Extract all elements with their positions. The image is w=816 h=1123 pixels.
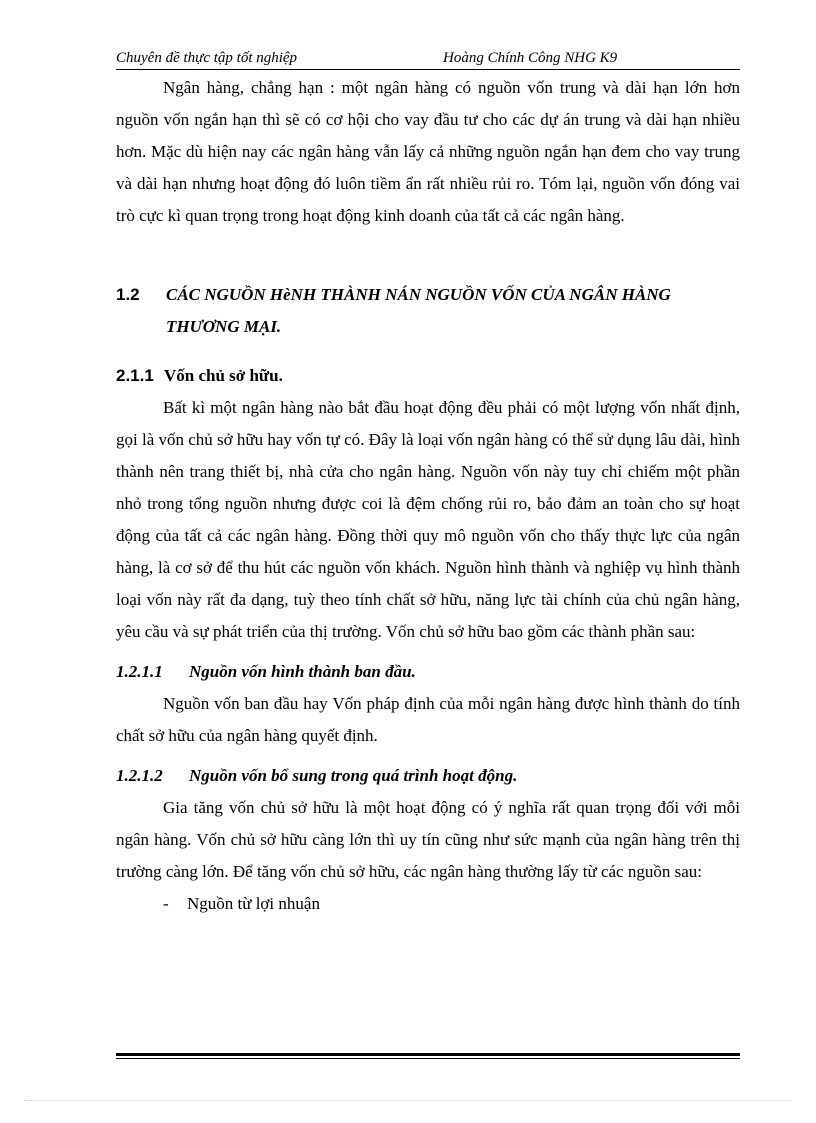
- section-number: 1.2: [116, 285, 140, 304]
- header-rule: [116, 69, 740, 70]
- section-heading-1-2: [116, 279, 740, 343]
- subsubsection-title: Nguồn vốn bổ sung trong quá trình hoạt động.: [189, 766, 518, 785]
- intro-paragraph: Ngân hàng, chẳng hạn : một ngân hàng có nguồn vốn trung và dài hạn lớn hơn nguồn vốn ngắn hạn thì sẽ có cơ hội cho vay đầu tư cho các dự án trung và dài hạn nhiều hơn. Mặc dù hiện nay các ngân hàng vẫn lấy cả những nguồn ngắn hạn đem cho vay trung và dài hạn nhưng hoạt động đó luôn tiềm ẩn rất nhiều rủi ro. Tóm lại, nguồn vốn đóng vai trò cực kì quan trọng trong hoạt động kinh doanh của tất cả các ngân hàng.: [116, 78, 740, 225]
- spacer: [116, 343, 740, 360]
- subsubsection-number: 1.2.1.1: [116, 662, 163, 681]
- page-header: [116, 48, 740, 70]
- header-author: Hoàng Chính Công NHG K9: [443, 50, 618, 66]
- spacer: [116, 648, 740, 656]
- subsubsection-number: 1.2.1.2: [116, 766, 163, 785]
- header-document-title: Chuyên đề thực tập tốt nghiệp: [116, 50, 298, 66]
- subsubsection-heading-1-2-1-1: [116, 656, 740, 688]
- subsection-heading-2-1-1: [116, 360, 740, 392]
- owner-capital-paragraph: Bất kì một ngân hàng nào bắt đầu hoạt động đều phải có một lượng vốn nhất định, gọi là vốn chủ sở hữu hay vốn tự có. Đây là loại vốn ngân hàng có thể sử dụng lâu dài, hình thành nên trang thiết bị, nhà cửa cho ngân hàng. Nguồn vốn này tuy chỉ chiếm một phần nhỏ trong tổng nguồn nhưng được coi là đệm chống rủi ro, bảo đảm an toàn cho sự hoạt động của tất cả các ngân hàng. Đồng thời quy mô nguồn vốn cho thấy thực lực của ngân hàng, là cơ sở để thu hút các nguồn vốn khách. Nguồn hình thành và nghiệp vụ hình thành loại vốn này rất đa dạng, tuỳ theo tính chất sở hữu, năng lực tài chính của chủ ngân hàng, yêu cầu và sự phát triển của thị trường. Vốn chủ sở hữu bao gồm các thành phần sau:: [116, 398, 740, 641]
- subsubsection-heading-1-2-1-2: [116, 760, 740, 792]
- page-content: [116, 72, 740, 920]
- subsection-number: 2.1.1: [116, 366, 154, 385]
- subsection-title: Vốn chủ sở hữu.: [164, 366, 283, 385]
- bullet-marker: -: [163, 894, 169, 913]
- section-title-line-1: CÁC NGUỒN HèNH THÀNH NÁN NGUỒN VỐN CỦA NGÂN HÀNG: [166, 285, 671, 304]
- supplementary-capital-paragraph: Gia tăng vốn chủ sở hữu là một hoạt động có ý nghĩa rất quan trọng đối với mỗi ngân hàng. Vốn chủ sở hữu càng lớn thì uy tín cũng như sức mạnh của ngân hàng trên thị trường càng lớn. Để tăng vốn chủ sở hữu, các ngân hàng thường lấy từ các nguồn sau:: [116, 798, 740, 881]
- footer-rule: [116, 1053, 740, 1059]
- list-item: [116, 888, 740, 920]
- initial-capital-paragraph: Nguồn vốn ban đầu hay Vốn pháp định của mỗi ngân hàng được hình thành do tính chất sở hữu của ngân hàng quyết định.: [116, 694, 740, 745]
- section-title-line-2: THƯƠNG MẠI.: [166, 317, 282, 336]
- spacer: [116, 752, 740, 760]
- subsubsection-title: Nguồn vốn hình thành ban đầu.: [189, 662, 416, 681]
- spacer: [116, 232, 740, 279]
- page-edge-divider: [24, 1100, 792, 1101]
- bullet-text: Nguồn từ lợi nhuận: [187, 894, 320, 913]
